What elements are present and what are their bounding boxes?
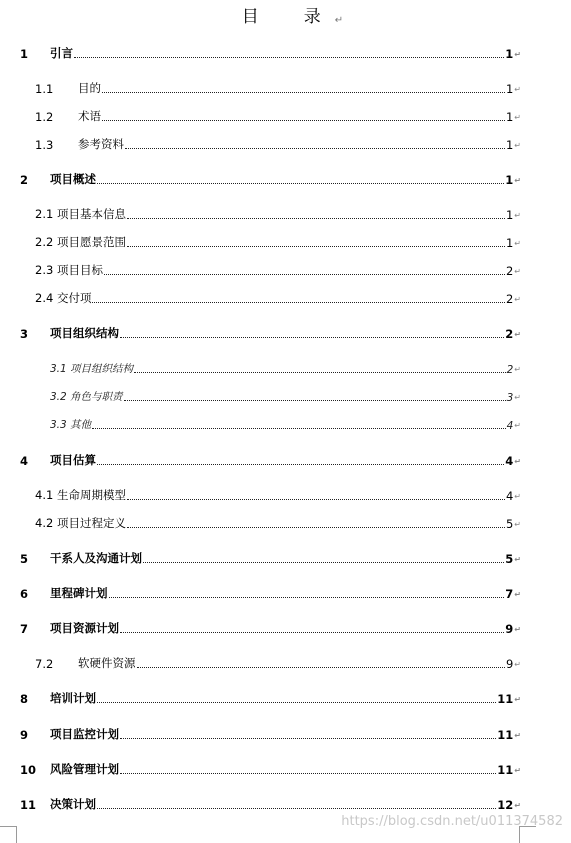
toc-entry-label: 术语 bbox=[78, 109, 101, 123]
toc-entry-label: 2.3 项目目标 bbox=[35, 263, 103, 277]
paragraph-mark-icon: ↵ bbox=[514, 766, 521, 775]
toc-entry-page: 2 bbox=[505, 264, 514, 278]
paragraph-mark-icon: ↵ bbox=[514, 141, 521, 150]
paragraph-mark-icon: ↵ bbox=[514, 50, 521, 59]
toc-title bbox=[0, 2, 571, 27]
paragraph-mark-icon: ↵ bbox=[514, 85, 521, 94]
toc-entry-page: 9 bbox=[505, 657, 514, 671]
toc-entry[interactable] bbox=[20, 726, 521, 742]
toc-entry-page: 11 bbox=[497, 728, 514, 742]
paragraph-mark-icon: ↵ bbox=[514, 555, 521, 564]
toc-entry-label: 引言 bbox=[50, 46, 73, 60]
paragraph-mark-icon: ↵ bbox=[514, 295, 521, 304]
toc-entry[interactable] bbox=[20, 325, 521, 341]
dot-leader bbox=[137, 667, 505, 668]
toc-entry-number: 9 bbox=[20, 728, 29, 742]
paragraph-mark-icon: ↵ bbox=[514, 660, 521, 669]
dot-leader bbox=[97, 702, 496, 703]
toc-entry[interactable] bbox=[35, 290, 521, 306]
toc-entry-label: 决策计划 bbox=[50, 797, 96, 811]
toc-entry-label: 2.4 交付项 bbox=[35, 291, 92, 305]
toc-entry[interactable] bbox=[20, 452, 521, 468]
dot-leader bbox=[127, 218, 505, 219]
dot-leader bbox=[120, 773, 496, 774]
paragraph-mark-icon: ↵ bbox=[514, 492, 521, 501]
toc-entry-page: 4 bbox=[506, 420, 514, 432]
paragraph-mark-icon: ↵ bbox=[514, 520, 521, 529]
toc-entry-page: 4 bbox=[505, 489, 514, 503]
dot-leader bbox=[104, 274, 505, 275]
toc-entry-label: 干系人及沟通计划 bbox=[50, 551, 142, 565]
paragraph-mark-icon: ↵ bbox=[514, 267, 521, 276]
toc-entry[interactable] bbox=[35, 206, 521, 222]
toc-entry-label: 目的 bbox=[78, 81, 101, 95]
toc-entry-page: 3 bbox=[506, 392, 514, 404]
toc-entry[interactable] bbox=[35, 487, 521, 503]
dot-leader bbox=[143, 562, 504, 563]
toc-entry-number: 11 bbox=[20, 798, 37, 812]
toc-entry[interactable] bbox=[20, 796, 521, 812]
dot-leader bbox=[97, 183, 504, 184]
toc-entry-label: 项目资源计划 bbox=[50, 621, 119, 635]
toc-entry[interactable] bbox=[20, 761, 521, 777]
paragraph-mark-icon: ↵ bbox=[514, 176, 521, 185]
dot-leader bbox=[97, 808, 496, 809]
dot-leader bbox=[92, 428, 506, 429]
toc-entry-page: 1 bbox=[505, 236, 514, 250]
toc-entry-number: 7.2 bbox=[35, 657, 54, 671]
dot-leader bbox=[124, 400, 506, 401]
paragraph-mark-icon: ↵ bbox=[514, 211, 521, 220]
dot-leader bbox=[120, 738, 496, 739]
toc-entry-label: 3.2 角色与职责 bbox=[50, 391, 123, 403]
toc-entry[interactable] bbox=[20, 585, 521, 601]
toc-entry-label: 3.3 其他 bbox=[50, 419, 92, 431]
toc-entry[interactable] bbox=[35, 136, 521, 152]
dot-leader bbox=[127, 246, 505, 247]
toc-entry[interactable] bbox=[20, 550, 521, 566]
toc-entry-page: 12 bbox=[497, 798, 514, 812]
toc-entry-label: 项目监控计划 bbox=[50, 727, 119, 741]
toc-entry-page: 11 bbox=[497, 692, 514, 706]
toc-entry-number: 5 bbox=[20, 552, 29, 566]
dot-leader bbox=[125, 148, 505, 149]
toc-entry[interactable] bbox=[20, 690, 521, 706]
paragraph-mark-icon: ↵ bbox=[334, 15, 344, 26]
toc-entry-label: 项目估算 bbox=[50, 453, 96, 467]
toc-entry[interactable] bbox=[35, 108, 521, 124]
toc-title-text: 目 录 bbox=[241, 7, 335, 27]
toc-entry-page: 1 bbox=[505, 138, 514, 152]
toc-entry-page: 5 bbox=[505, 552, 514, 566]
toc-entry-page: 9 bbox=[505, 622, 514, 636]
toc-entry-label: 里程碑计划 bbox=[50, 586, 108, 600]
toc-entry[interactable] bbox=[35, 234, 521, 250]
toc-entry-page: 4 bbox=[505, 454, 514, 468]
paragraph-mark-icon: ↵ bbox=[514, 113, 521, 122]
toc-entry-label: 3.1 项目组织结构 bbox=[50, 363, 134, 375]
crop-mark-bottom-left bbox=[0, 826, 17, 843]
toc-entry-page: 11 bbox=[497, 763, 514, 777]
dot-leader bbox=[102, 120, 505, 121]
toc-entry-number: 10 bbox=[20, 763, 37, 777]
paragraph-mark-icon: ↵ bbox=[514, 393, 521, 402]
toc-entry[interactable] bbox=[20, 171, 521, 187]
toc-entry-page: 1 bbox=[505, 208, 514, 222]
toc-entry-number: 4 bbox=[20, 454, 29, 468]
toc-entry-page: 5 bbox=[505, 517, 514, 531]
toc-entry-number: 1.3 bbox=[35, 138, 54, 152]
paragraph-mark-icon: ↵ bbox=[514, 421, 521, 430]
paragraph-mark-icon: ↵ bbox=[514, 365, 521, 374]
paragraph-mark-icon: ↵ bbox=[514, 330, 521, 339]
toc-entry-number: 6 bbox=[20, 587, 29, 601]
toc-entry[interactable] bbox=[50, 360, 521, 376]
toc-entry-label: 风险管理计划 bbox=[50, 762, 119, 776]
toc-entry[interactable] bbox=[50, 416, 521, 432]
toc-entry-label: 参考资料 bbox=[78, 137, 124, 151]
toc-entry[interactable] bbox=[20, 620, 521, 636]
toc-entry-page: 1 bbox=[505, 82, 514, 96]
toc-entry-page: 7 bbox=[505, 587, 514, 601]
toc-entry[interactable] bbox=[20, 45, 521, 61]
paragraph-mark-icon: ↵ bbox=[514, 731, 521, 740]
toc-entry[interactable] bbox=[50, 388, 521, 404]
dot-leader bbox=[127, 499, 505, 500]
toc-entry-page: 2 bbox=[505, 292, 514, 306]
dot-leader bbox=[127, 527, 505, 528]
paragraph-mark-icon: ↵ bbox=[514, 625, 521, 634]
dot-leader bbox=[134, 372, 506, 373]
toc-entry-page: 2 bbox=[505, 327, 514, 341]
toc-entry-number: 3 bbox=[20, 327, 29, 341]
toc-entry-number: 2 bbox=[20, 173, 29, 187]
toc-entry-number: 8 bbox=[20, 692, 29, 706]
toc-entry-label: 软硬件资源 bbox=[78, 656, 136, 670]
toc-entry-label: 2.2 项目愿景范围 bbox=[35, 235, 126, 249]
toc-entry-label: 4.1 生命周期模型 bbox=[35, 488, 126, 502]
dot-leader bbox=[109, 597, 505, 598]
toc-entry-page: 1 bbox=[505, 47, 514, 61]
toc-entry-number: 7 bbox=[20, 622, 29, 636]
toc-entry-number: 1 bbox=[20, 47, 29, 61]
dot-leader bbox=[92, 302, 505, 303]
toc-entry-number: 1.1 bbox=[35, 82, 54, 96]
toc-entry[interactable] bbox=[35, 80, 521, 96]
paragraph-mark-icon: ↵ bbox=[514, 695, 521, 704]
paragraph-mark-icon: ↵ bbox=[514, 239, 521, 248]
paragraph-mark-icon: ↵ bbox=[514, 457, 521, 466]
toc-entry-label: 项目概述 bbox=[50, 172, 96, 186]
toc-entry-page: 2 bbox=[506, 364, 514, 376]
toc-entry[interactable] bbox=[35, 655, 521, 671]
paragraph-mark-icon: ↵ bbox=[514, 590, 521, 599]
toc-entry-label: 项目组织结构 bbox=[50, 326, 119, 340]
dot-leader bbox=[120, 632, 504, 633]
toc-entry-label: 4.2 项目过程定义 bbox=[35, 516, 126, 530]
dot-leader bbox=[102, 92, 505, 93]
toc-entry-page: 1 bbox=[505, 110, 514, 124]
dot-leader bbox=[74, 57, 504, 58]
watermark: https://blog.csdn.net/u011374582 bbox=[341, 814, 563, 829]
dot-leader bbox=[97, 464, 504, 465]
paragraph-mark-icon: ↵ bbox=[514, 801, 521, 810]
toc-entry-page: 1 bbox=[505, 173, 514, 187]
toc-entry-label: 2.1 项目基本信息 bbox=[35, 207, 126, 221]
toc-entry[interactable] bbox=[35, 262, 521, 278]
toc-entry[interactable] bbox=[35, 515, 521, 531]
toc-entry-label: 培训计划 bbox=[50, 691, 96, 705]
dot-leader bbox=[120, 337, 504, 338]
toc-entry-number: 1.2 bbox=[35, 110, 54, 124]
